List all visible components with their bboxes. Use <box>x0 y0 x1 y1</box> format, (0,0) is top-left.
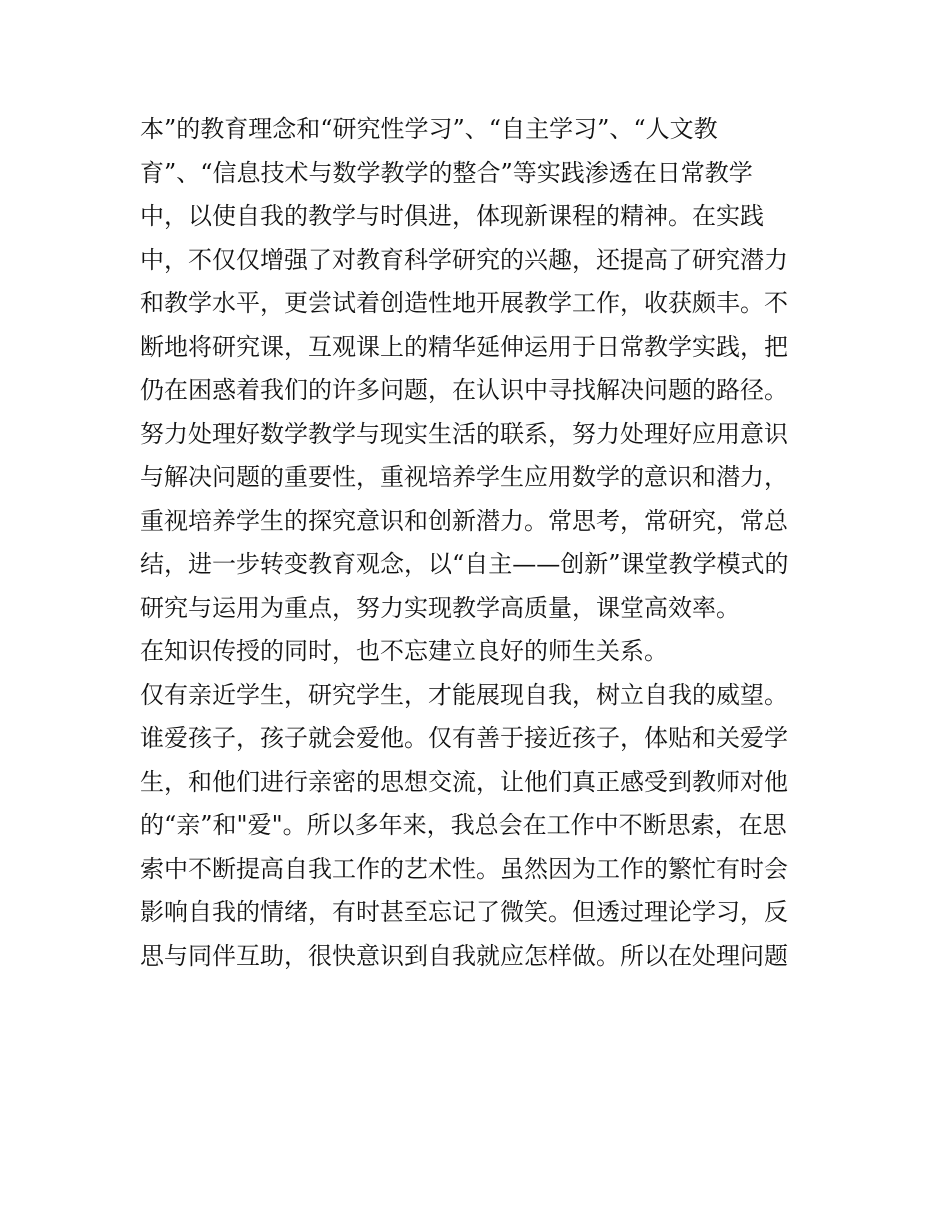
text-line: 努力处理好数学教学与现实生活的联系，努力处理好应用意识 <box>140 419 788 448</box>
text-line: 断地将研究课，互观课上的精华延伸运用于日常教学实践，把 <box>140 332 788 361</box>
text-line: 谁爱孩子，孩子就会爱他。仅有善于接近孩子，体贴和关爱学 <box>140 724 788 752</box>
text-line: 仍在困惑着我们的许多问题，在认识中寻找解决问题的路径。 <box>140 376 788 404</box>
text-line: 索中不断提高自我工作的艺术性。虽然因为工作的繁忙有时会 <box>140 854 788 883</box>
text-line: 和教学水平，更尝试着创造性地开展教学工作，收获颇丰。不 <box>140 289 788 317</box>
text-line: 仅有亲近学生，研究学生，才能展现自我，树立自我的威望。 <box>140 680 788 709</box>
text-line: 结，进一步转变教育观念，以“自主——创新”课堂教学模式的 <box>140 550 789 578</box>
text-line: 影响自我的情绪，有时甚至忘记了微笑。但透过理论学习，反 <box>140 898 788 926</box>
text-line: 本”的教育理念和“研究性学习”、“自主学习”、“人文教 <box>140 115 718 143</box>
text-line: 思与同伴互助，很快意识到自我就应怎样做。所以在处理问题 <box>140 941 788 970</box>
text-line: 研究与运用为重点，努力实现教学高质量，课堂高效率。 <box>140 593 740 622</box>
text-line: 与解决问题的重要性，重视培养学生应用数学的意识和潜力， <box>140 463 788 491</box>
text-line: 生，和他们进行亲密的思想交流，让他们真正感受到教师对他 <box>140 767 788 796</box>
text-line: 育”、“信息技术与数学教学的整合”等实践渗透在日常教学 <box>140 158 753 187</box>
text-line: 的“亲”和"爱"。所以多年来，我总会在工作中不断思索，在思 <box>140 811 787 839</box>
text-line: 重视培养学生的探究意识和创新潜力。常思考，常研究，常总 <box>140 506 788 535</box>
document-body <box>140 108 830 978</box>
text-line: 中，以使自我的教学与时俱进，体现新课程的精神。在实践 <box>140 202 764 230</box>
text-line: 在知识传授的同时，也不忘建立良好的师生关系。 <box>140 637 668 665</box>
text-line: 中，不仅仅增强了对教育科学研究的兴趣，还提高了研究潜力 <box>140 245 788 274</box>
